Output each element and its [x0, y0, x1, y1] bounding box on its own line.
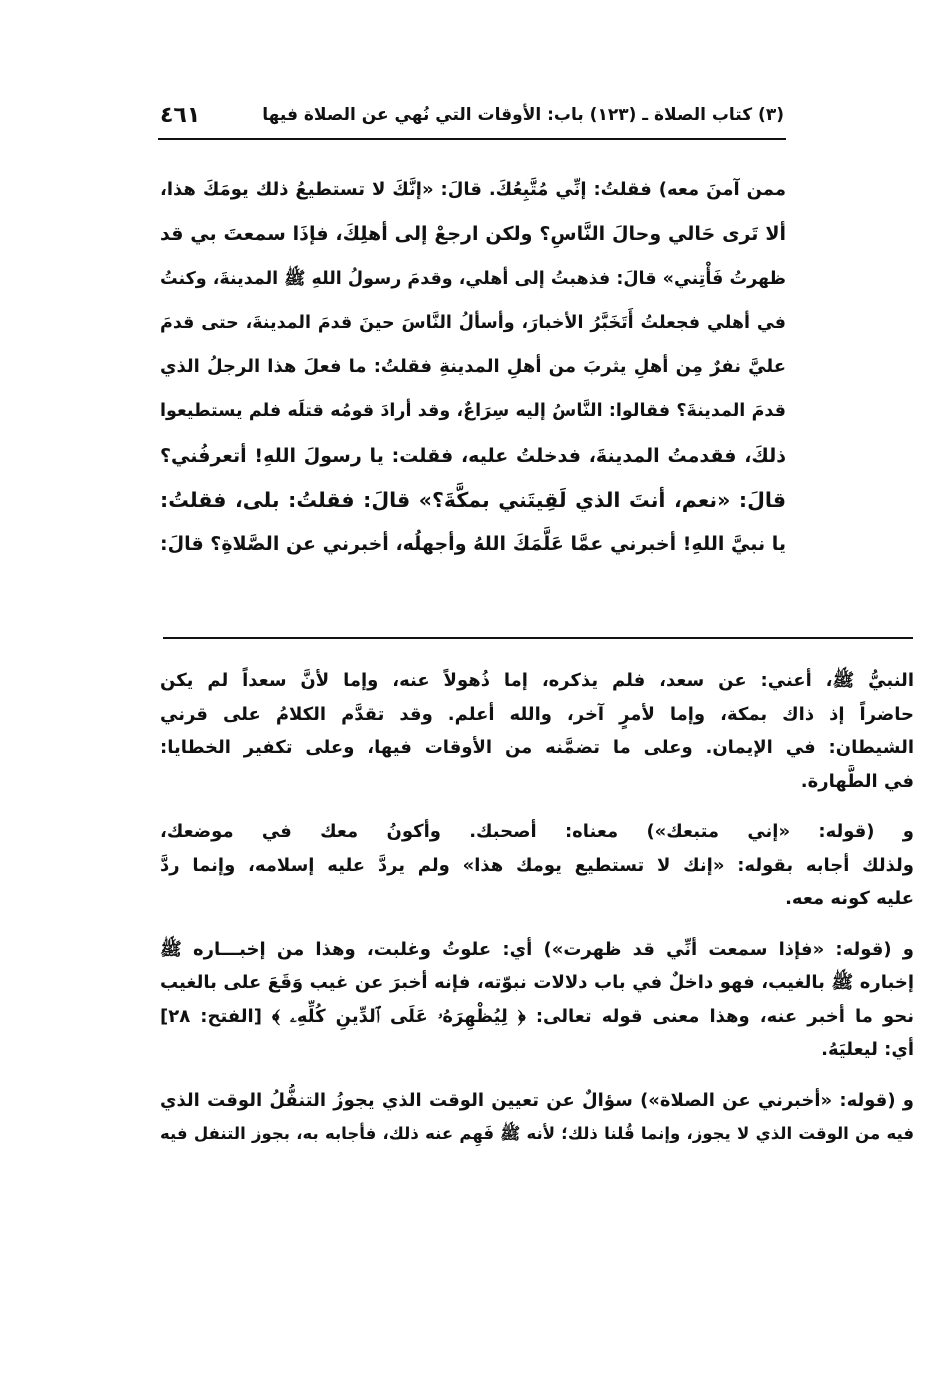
- commentary-paragraph: [160, 815, 914, 916]
- commentary-line: عليه كونه معه.: [785, 888, 914, 909]
- main-text-line: يا نبيَّ اللهِ! أخبرني عمَّا عَلَّمَكَ اللهُ وأجهلُه، أخبرني عن الصَّلاةِ؟ قالَ:: [160, 533, 786, 556]
- commentary-line: حاضراً إذ ذاك بمكة، وإما لأمرٍ آخر، والله أعلم. وقد تقدَّم الكلامُ على قرني: [160, 703, 914, 725]
- commentary-line: الشيطان: في الإيمان. وعلى ما تضمَّنه من الأوقات فيها، وعلى تكفير الخطايا:: [160, 737, 914, 758]
- commentary-paragraph: [160, 933, 914, 1067]
- main-text-line: قدمَ المدينةَ؟ فقالوا: النَّاسُ إليه سِرَاعٌ، وقد أرادَ قومُه قتلَه فلم يستطيعوا: [160, 401, 786, 422]
- running-title: (٣) كتاب الصلاة ـ (١٢٣) باب: الأوقات التي نُهي عن الصلاة فيها: [262, 105, 784, 125]
- commentary-line: فيه من الوقت الذي لا يجوز، وإنما قُلنا ذلك؛ لأنه ﷺ فَهِم عنه ذلك، فأجابه به، بجوز التنفل فيه: [160, 1124, 914, 1143]
- footnote-separator: [163, 637, 913, 639]
- commentary-line: و (قوله: «إني متبعك») معناه: أصحبك. وأكونُ معك في موضعك،: [160, 821, 914, 842]
- main-text-line: قالَ: «نعم، أنتَ الذي لَقِيتَني بمكَّةَ؟» قالَ: فقلتُ: بلى، فقلتُ:: [160, 488, 786, 513]
- main-text-line: في أهلي فجعلتُ أَتَخَبَّرُ الأخبارَ، وأسألُ النَّاسَ حينَ قدمَ المدينةَ، حتى قدمَ: [160, 312, 786, 333]
- commentary-line: في الطَّهارة.: [800, 770, 914, 792]
- commentary-line: النبيُّ ﷺ، أعني: عن سعد، فلم يذكره، إما ذُهولاً عنه، وإما لأنَّ سعداً لم يكن: [160, 670, 914, 691]
- commentary-line: و (قوله: «أخبرني عن الصلاة») سؤالٌ عن تعيين الوقت الذي يجوزُ التنفُّلُ الوقت الذي: [160, 1089, 914, 1111]
- page-header: [160, 98, 784, 132]
- main-text: [160, 168, 786, 567]
- commentary-line: ولذلك أجابه بقوله: «إنك لا تستطيع يومك هذا» ولم يردَّ عليه إسلامه، وإنما ردَّ: [160, 854, 914, 876]
- commentary-line: و (قوله: «فإذا سمعت أنِّي قد ظهرت») أي: علوتُ وغلبت، وهذا من إخبـــاره ﷺ: [160, 938, 914, 960]
- main-text-line: ممن آمنَ معه) فقلتُ: إنِّي مُتَّبِعُكَ. قالَ: «إنَّكَ لا تستطيعُ ذلك يومَكَ هذا،: [160, 179, 786, 200]
- main-text-line: ألا تَرى حَالي وحالَ النَّاسِ؟ ولكن ارجعْ إلى أهلِكَ، فإذَا سمعتَ بي قد: [160, 223, 786, 246]
- commentary-paragraph: [160, 664, 914, 798]
- commentary: [160, 664, 914, 1151]
- main-text-line: ذلكَ، فقدمتُ المدينةَ، فدخلتُ عليه، فقلت: يا رسولَ اللهِ! أتعرفُني؟: [160, 444, 786, 467]
- paragraph-gap: [160, 798, 914, 815]
- commentary-paragraph: [160, 1084, 914, 1151]
- commentary-line: نحو ما أخبر عنه، وهذا معنى قوله تعالى: ﴿ لِيُظْهِرَهُۥ عَلَى ٱلدِّينِ كُلِّهِۦ ﴾ [الفتح: ٢٨]: [160, 1005, 914, 1027]
- commentary-line: أي: ليعليَهُ.: [821, 1039, 914, 1060]
- main-text-line: عليَّ نفرٌ مِن أهلِ يثربَ من أهلِ المدينةِ فقلتُ: ما فعلَ هذا الرجلُ الذي: [160, 356, 786, 378]
- commentary-line: إخباره ﷺ بالغيب، فهو داخلٌ في باب دلالات نبوّته، فإنه أخبرَ عن غيب وَقَعَ على بالغيب: [160, 972, 914, 993]
- paragraph-gap: [160, 1067, 914, 1084]
- page-number: ٤٦١: [160, 102, 201, 128]
- paragraph-gap: [160, 916, 914, 933]
- header-rule: [158, 138, 786, 140]
- main-text-line: ظهرتُ فَأْتِني» قالَ: فذهبتُ إلى أهلي، وقدمَ رسولُ اللهِ ﷺ المدينةَ، وكنتُ: [160, 268, 786, 289]
